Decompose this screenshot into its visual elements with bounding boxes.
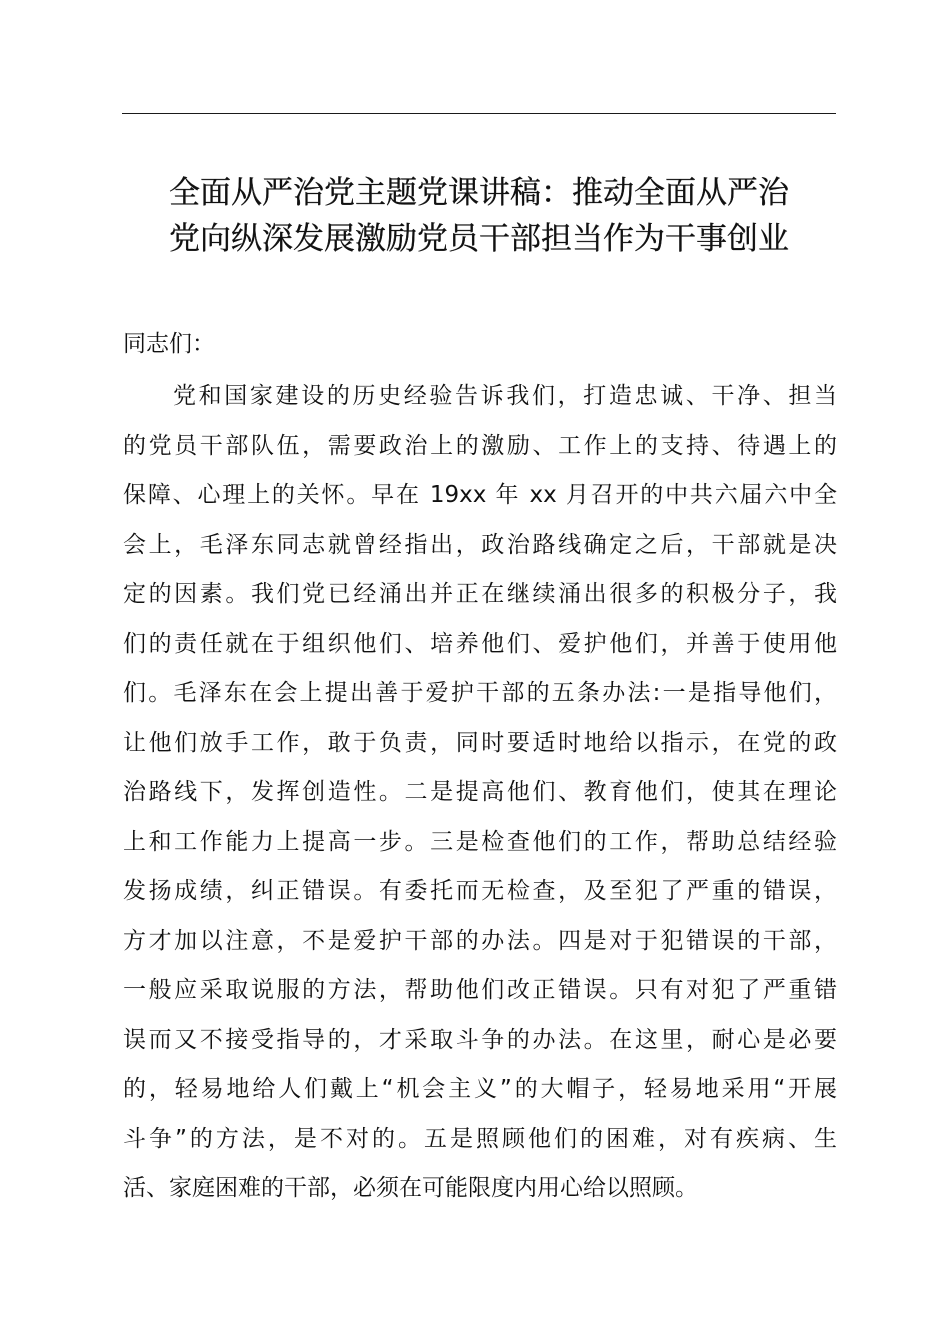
page-title (118, 170, 840, 262)
paragraph-line: 方才加以注意，不是爱护干部的办法。四是对于犯错误的干部， (123, 927, 837, 954)
paragraph-line: 们的责任就在于组织他们、培养他们、爱护他们，并善于使用他 (123, 630, 837, 657)
paragraph-line: 保障、心理上的关怀。早在 19xx 年 xx 月召开的中共六届六中全 (123, 482, 837, 508)
paragraph-line: 们。毛泽东在会上提出善于爱护干部的五条办法:一是指导他们， (123, 680, 837, 706)
paragraph-line: 治路线下，发挥创造性。二是提高他们、教育他们，使其在理论 (123, 779, 837, 805)
paragraph-line: 会上，毛泽东同志就曾经指出，政治路线确定之后，干部就是决 (123, 531, 837, 558)
title-line: 全面从严治党主题党课讲稿：推动全面从严治 (169, 175, 789, 211)
body-paragraph (123, 372, 837, 1214)
salutation: 同志们： (123, 331, 215, 357)
paragraph-line: 上和工作能力上提高一步。三是检查他们的工作，帮助总结经验 (123, 828, 837, 855)
title-line: 党向纵深发展激励党员干部担当作为干事创业 (169, 221, 789, 257)
paragraph-line: 定的因素。我们党已经涌出并正在继续涌出很多的积极分子，我 (123, 581, 837, 607)
paragraph-line: 斗争”的方法，是不对的。五是照顾他们的困难，对有疾病、生 (123, 1125, 837, 1152)
paragraph-line: 的，轻易地给人们戴上“机会主义”的大帽子，轻易地采用“开展 (123, 1076, 837, 1102)
paragraph-line: 活、家庭困难的干部，必须在可能限度内用心给以照顾。 (123, 1175, 698, 1201)
paragraph-line: 党和国家建设的历史经验告诉我们，打造忠诚、干净、担当 (173, 383, 837, 409)
paragraph-line: 的党员干部队伍，需要政治上的激励、工作上的支持、待遇上的 (123, 432, 837, 459)
paragraph-line: 发扬成绩，纠正错误。有委托而无检查，及至犯了严重的错误， (123, 878, 837, 904)
paragraph-line: 一般应采取说服的方法，帮助他们改正错误。只有对犯了严重错 (123, 977, 837, 1003)
header-rule (122, 113, 836, 114)
paragraph-line: 误而又不接受指导的，才采取斗争的办法。在这里，耐心是必要 (123, 1026, 837, 1053)
paragraph-line: 让他们放手工作，敢于负责，同时要适时地给以指示，在党的政 (123, 729, 837, 756)
